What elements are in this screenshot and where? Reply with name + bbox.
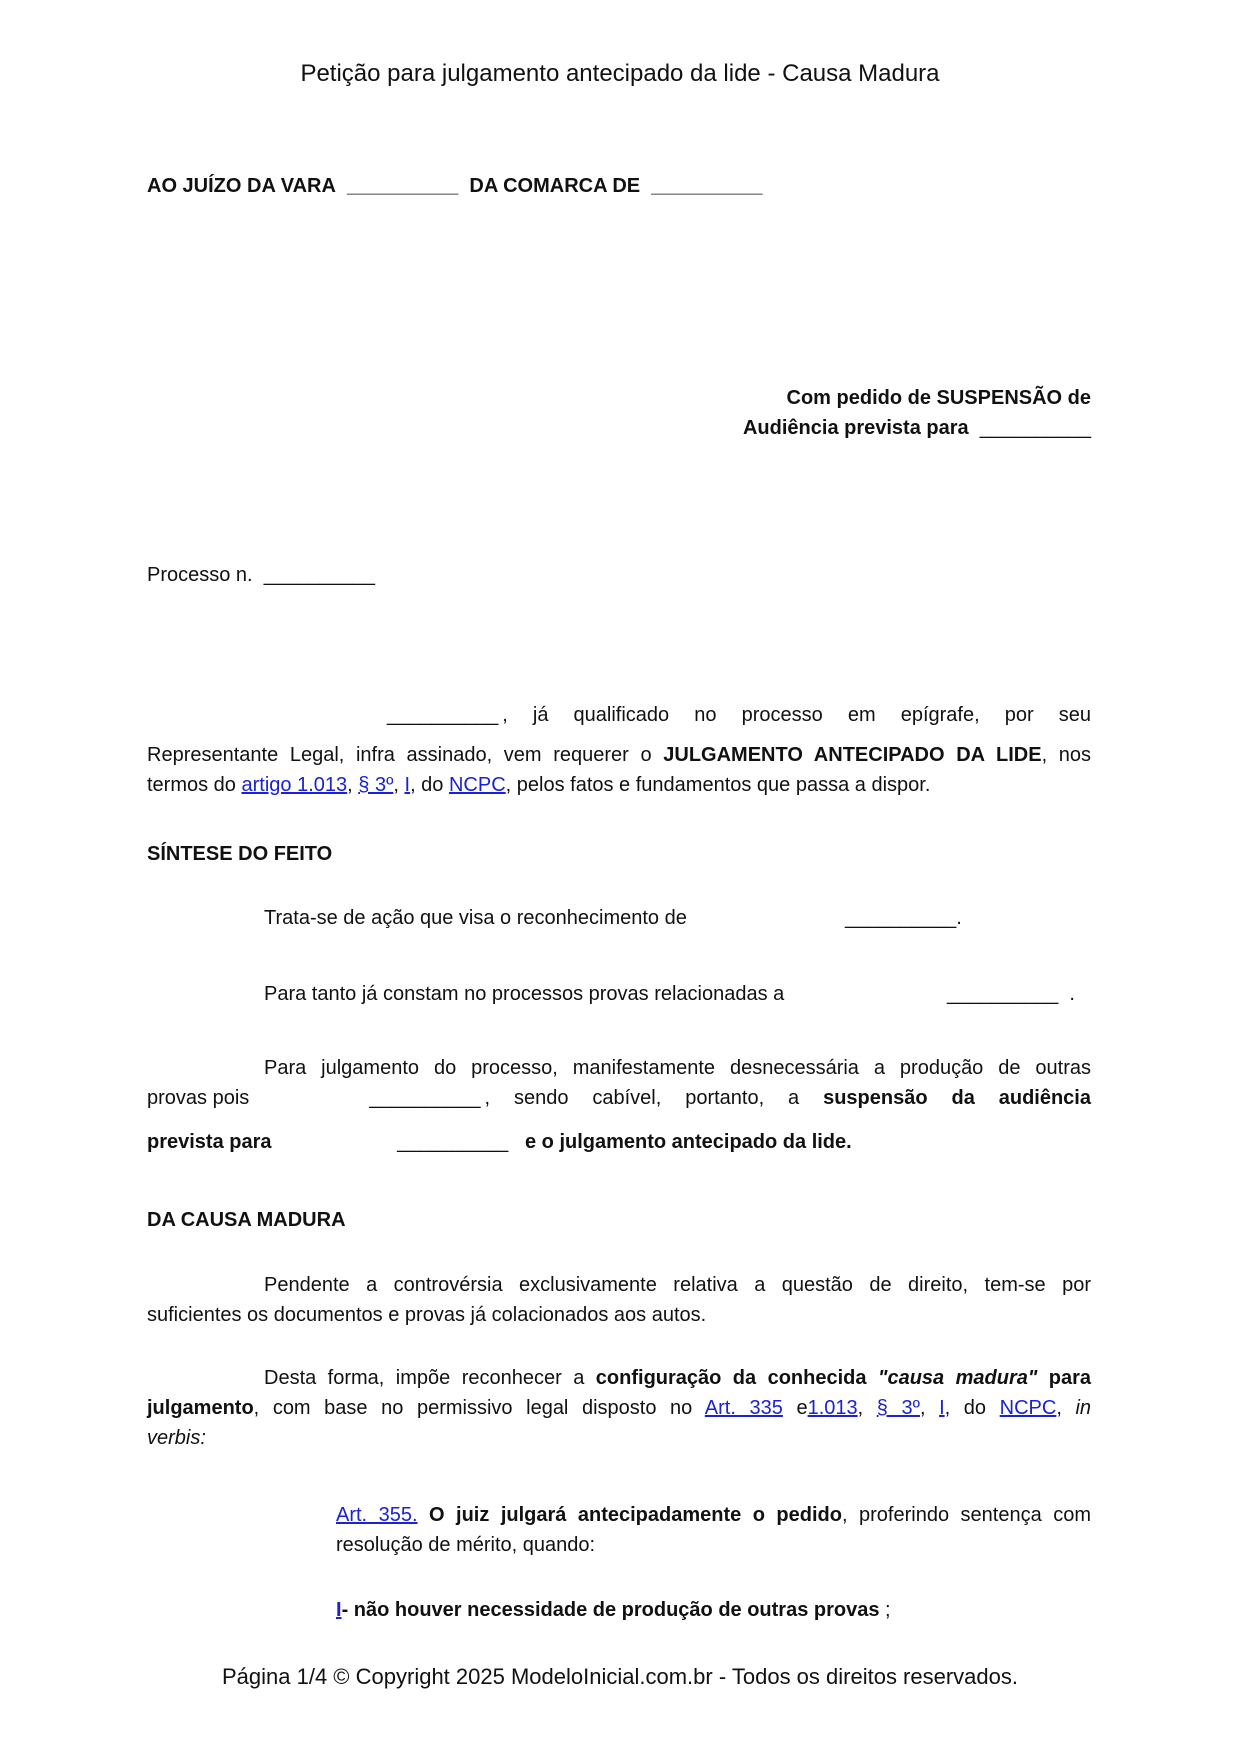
addressee-comarca: DA COMARCA DE <box>469 175 641 197</box>
link-inciso-i-b[interactable]: I <box>939 1397 945 1419</box>
intro-paragraph <box>147 700 1091 800</box>
intro-line-2: Representante Legal, infra assinado, vem requerer o JULGAMENTO ANTECIPADO DA LIDE, nos <box>147 744 1092 766</box>
causa-p2-line-3: verbis: <box>147 1427 206 1449</box>
sintese-paragraph-1-blank: __________. <box>845 907 962 929</box>
section-title-causa-madura: DA CAUSA MADURA <box>147 1209 346 1231</box>
link-art-355[interactable]: Art. 355. <box>336 1504 418 1526</box>
page-footer: Página 1/4 © Copyright 2025 ModeloInicial.com.br - Todos os direitos reservados. <box>222 1664 1018 1689</box>
quote-line-2: resolução de mérito, quando: <box>336 1534 596 1556</box>
causa-p2-line-2: julgamento, com base no permissivo legal disposto no Art. 335 e1.013, § 3º, I, do NCPC, in <box>147 1397 1092 1419</box>
request-line-2: Audiência prevista para __________ <box>742 417 1091 439</box>
link-ncpc[interactable]: NCPC <box>448 774 506 796</box>
sintese-paragraph-3 <box>147 1053 1091 1157</box>
causa-paragraph-2 <box>147 1363 1091 1453</box>
intro-highlight: JULGAMENTO ANTECIPADO DA LIDE <box>663 744 1042 766</box>
link-paragrafo-3[interactable]: § 3º <box>358 774 394 796</box>
sintese-p3-line-3: prevista para __________ e o julgamento antecipado da lide. <box>147 1131 852 1153</box>
intro-line-3: termos do artigo 1.013, § 3º, I, do NCPC, pelos fatos e fundamentos que passa a dispor. <box>147 774 931 796</box>
party-blank: __________ <box>387 704 499 726</box>
process-number <box>147 560 375 590</box>
link-art-335[interactable]: Art. 335 <box>704 1397 783 1419</box>
causa-paragraph-1: Pendente a controvérsia exclusivamente relativa a questão de direito, tem-se por suficientes os documentos e provas já colacionados aos autos. <box>147 1274 1091 1326</box>
request-block <box>600 383 1091 443</box>
addressee-comarca-blank: __________ <box>651 175 763 197</box>
request-blank: __________ <box>979 417 1091 439</box>
link-item-i[interactable]: I <box>336 1599 342 1621</box>
addressee-vara: AO JUÍZO DA VARA <box>147 175 336 197</box>
quote-line-1: Art. 355. O juiz julgará antecipadamente o pedido, proferindo sentença com <box>336 1504 1091 1526</box>
link-1013[interactable]: 1.013 <box>807 1397 858 1419</box>
sintese-paragraph-1: Trata-se de ação que visa o reconhecimento de <box>264 907 687 929</box>
sintese-p3-line-2: provas pois __________ , sendo cabível, portanto, a suspensão da audiência <box>147 1087 1091 1109</box>
page-header-title: Petição para julgamento antecipado da lide - Causa Madura <box>300 60 940 87</box>
intro-line-1: __________ , já qualificado no processo em epígrafe, por seu <box>387 704 1091 726</box>
process-label: Processo n. <box>147 564 253 586</box>
sintese-p3-line-1: Para julgamento do processo, manifestamente desnecessária a produção de outras <box>264 1057 1091 1079</box>
process-blank: __________ <box>263 564 375 586</box>
addressee-vara-blank: __________ <box>347 175 459 197</box>
quote-item-i: I- não houver necessidade de produção de outras provas ; <box>336 1599 891 1621</box>
legal-quote <box>336 1500 1091 1560</box>
link-artigo-1013[interactable]: artigo 1.013 <box>241 774 348 796</box>
request-line-1: Com pedido de SUSPENSÃO de <box>786 387 1091 409</box>
section-title-sintese: SÍNTESE DO FEITO <box>147 843 333 865</box>
addressee-line <box>147 171 762 201</box>
link-ncpc-b[interactable]: NCPC <box>999 1397 1057 1419</box>
sintese-paragraph-2-blank: __________ . <box>947 983 1075 1005</box>
sintese-paragraph-2: Para tanto já constam no processos provas relacionadas a <box>264 983 785 1005</box>
link-paragrafo-3-b[interactable]: § 3º <box>876 1397 920 1419</box>
causa-p2-line-1: Desta forma, impõe reconhecer a configuração da conhecida "causa madura" para <box>264 1367 1092 1389</box>
link-inciso-i[interactable]: I <box>404 774 411 796</box>
